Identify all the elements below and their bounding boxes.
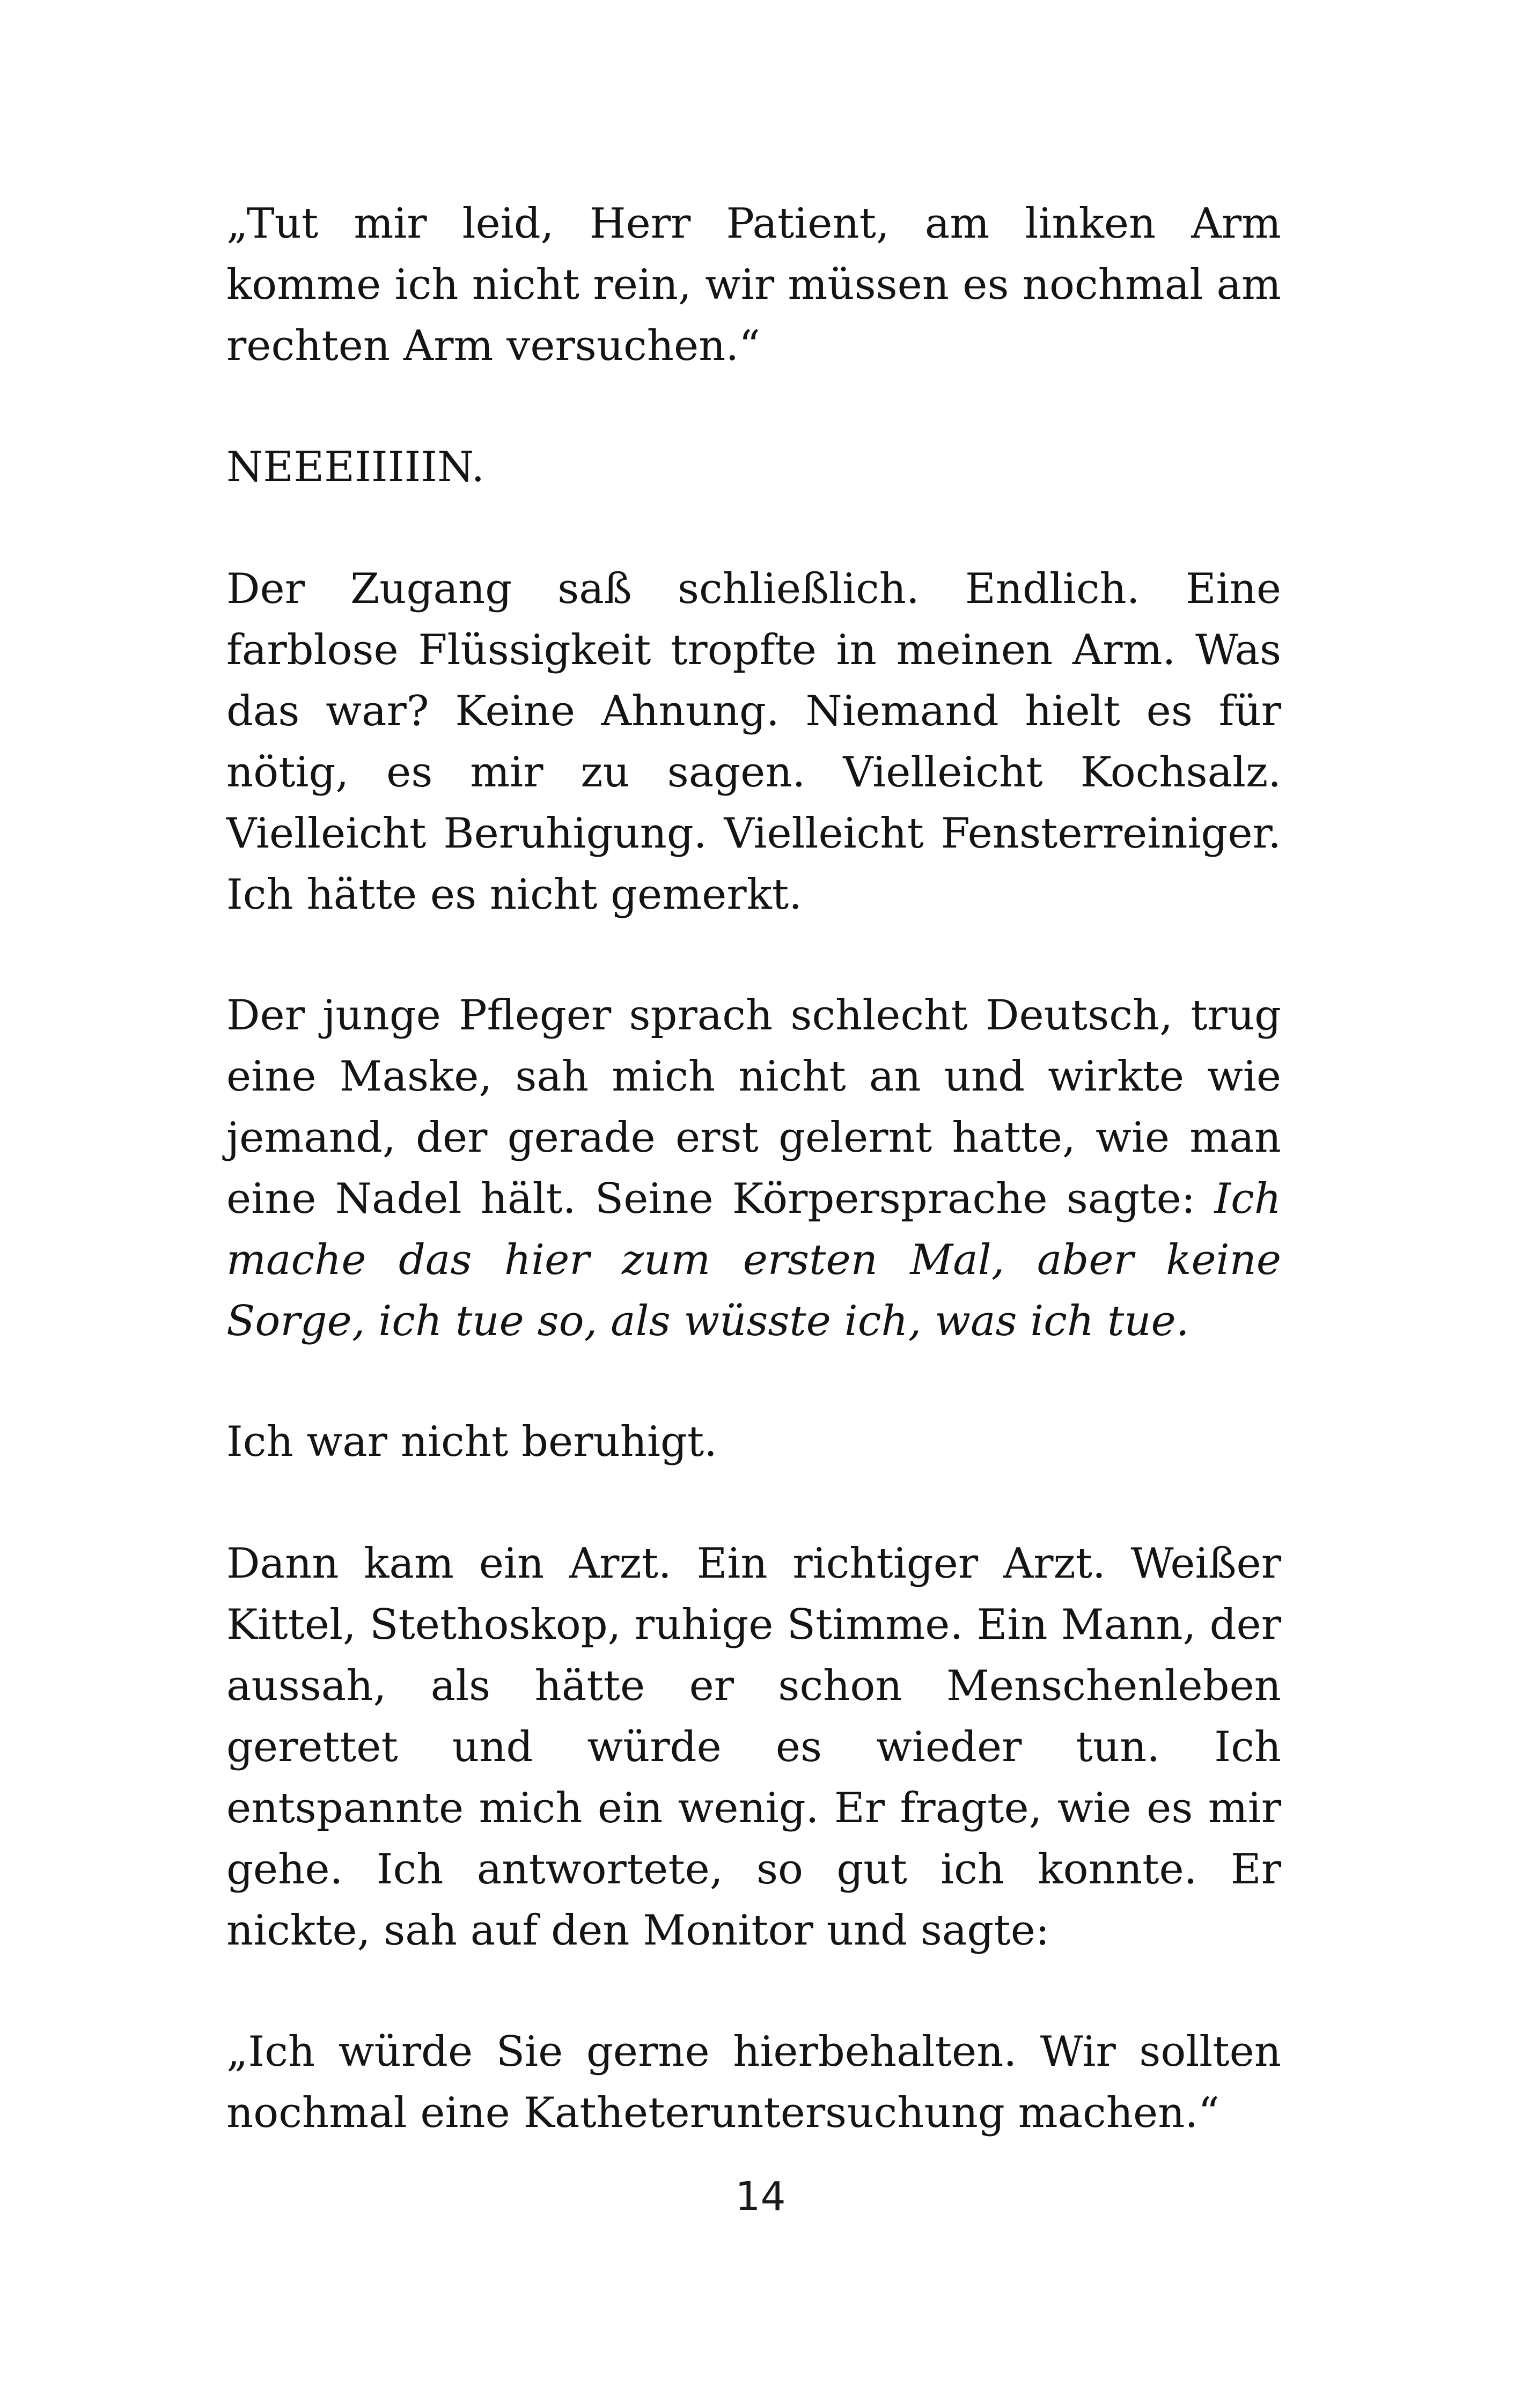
paragraph-not-reassured: Ich war nicht beruhigt. — [226, 1418, 717, 1466]
paragraph-nurse-text: Der junge Pfleger sprach schlecht Deutsch, trug eine Maske, sah mich nicht an und wirkte wie jemand, der gerade erst gelernt hatte, wie man eine Nadel hält. Seine Körpersprache sagte: — [226, 991, 1281, 1223]
paragraph-doctor: Dann kam ein Arzt. Ein richtiger Arzt. Weißer Kittel, Stethoskop, ruhige Stimme. Ein Mann, der aussah, als hätte er schon Menschenleben gerettet und würde es wieder tun. Ich entspannte mich ein wenig. Er fragte, wie es mir gehe. Ich antwortete, so gut ich konnte. Er nickte, sah auf den Monitor und sagte: — [226, 1540, 1281, 1955]
paragraph-access: Der Zugang saß schließlich. Endlich. Eine farblose Flüssigkeit tropfte in meinen Arm. Was das war? Keine Ahnung. Niemand hielt es für nötig, es mir zu sagen. Vielleicht Kochsalz. Vielleicht Beruhigung. Vielleicht Fensterreiniger. Ich hätte es nicht gemerkt. — [226, 565, 1281, 919]
paragraph-quote-left-arm: „Tut mir leid, Herr Patient, am linken Arm komme ich nicht rein, wir müssen es nochmal am rechten Arm versuchen.“ — [226, 200, 1281, 370]
paragraph-nurse-italic: Ich mache das hier zum ersten Mal, aber keine Sorge, ich tue so, als wüsste ich, was ich tue. — [226, 1175, 1281, 1345]
paragraph-nurse — [226, 985, 1281, 1352]
page-number: 14 — [735, 2174, 786, 2220]
paragraph-exclamation: NEEEIIIIIN. — [226, 443, 485, 491]
paragraph-quote-catheter: „Ich würde Sie gerne hierbehalten. Wir sollten nochmal eine Katheteruntersuchung machen.“ — [226, 2028, 1281, 2137]
